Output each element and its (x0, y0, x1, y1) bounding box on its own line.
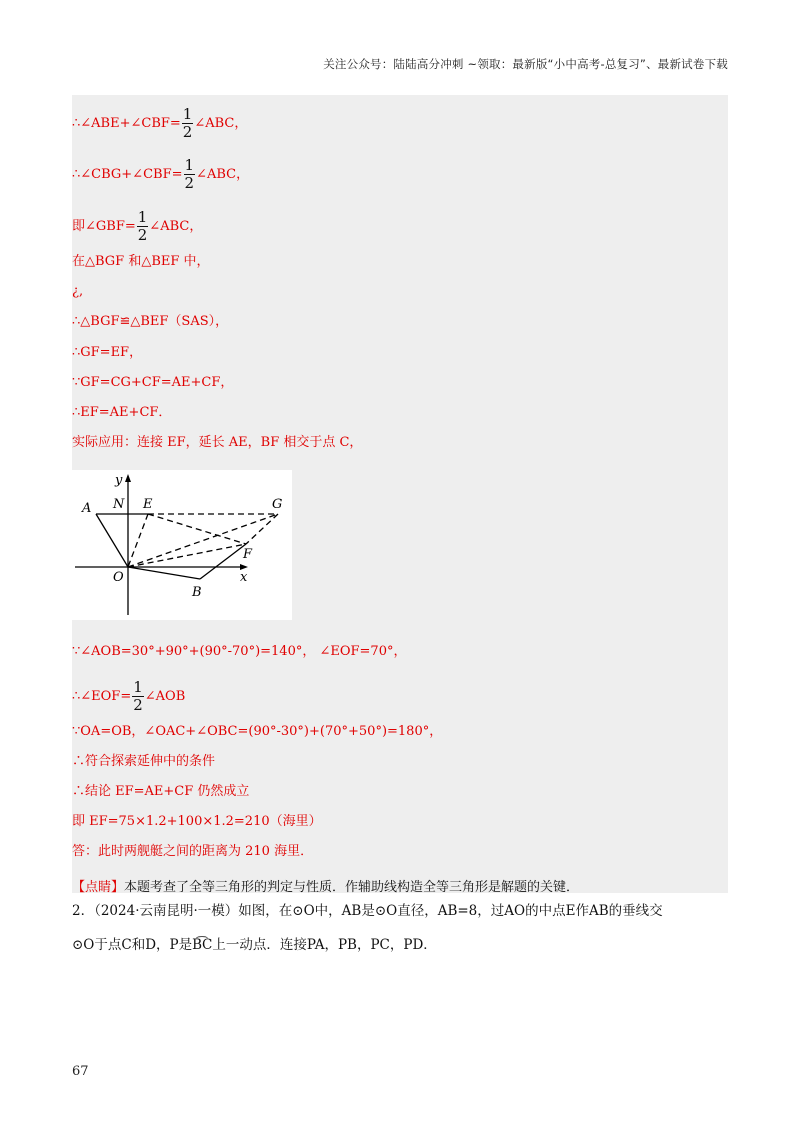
label-G: G (272, 497, 283, 512)
segment-GF (246, 514, 278, 544)
solution-line-16: 即 EF=75×1.2+100×1.2=210（海里） (72, 814, 322, 829)
problem-2 (72, 903, 663, 953)
solution-line-7: ∴GF=EF， (72, 345, 143, 360)
fraction-half: $\frac{1}{2}$ (184, 156, 195, 192)
segment-EO (128, 514, 148, 567)
solution-line-5: ¿, (72, 284, 84, 299)
page-number: 67 (72, 1064, 89, 1079)
segment-AO (96, 514, 128, 567)
segment-EF (148, 514, 246, 544)
coordinate-diagram (72, 470, 292, 620)
solution-line-4: 在△BGF 和△BEF 中， (72, 254, 210, 269)
label-O: O (113, 570, 124, 585)
solution-line-3: 即∠GBF= $\frac{1}{2}$ ∠ABC， (72, 208, 203, 244)
label-F: F (243, 547, 253, 562)
label-x: x (240, 570, 248, 585)
key-point-note (72, 876, 579, 895)
key-point-text: 本题考查了全等三角形的判定与性质．作辅助线构造全等三角形是解题的关键． (124, 880, 580, 895)
key-point-tag: 【点睛】 (72, 880, 125, 895)
solution-line-15: ∴结论 EF=AE+CF 仍然成立 (72, 784, 250, 799)
page-header: 关注公众号：陆陆高分冲刺 ~领取：最新版“小中高考-总复习”、最新试卷下载 (323, 57, 728, 71)
fraction-half: $\frac{1}{2}$ (182, 105, 193, 141)
solution-line-2: ∴∠CBG+∠CBF= $\frac{1}{2}$ ∠ABC， (72, 156, 250, 192)
solution-line-6: ∴△BGF≌△BEF（SAS）， (72, 314, 229, 329)
solution-line-11: ∵∠AOB=30°+90°+(90°-70°)=140°， ∠EOF=70°， (72, 644, 407, 659)
y-axis-arrow (125, 474, 131, 482)
solution-line-12: ∴∠EOF= $\frac{1}{2}$ ∠AOB (72, 678, 186, 714)
solution-line-9: ∴EF=AE+CF． (72, 405, 172, 420)
label-E: E (143, 497, 153, 512)
solution-block (72, 95, 728, 893)
label-A: A (82, 501, 92, 516)
solution-line-13: ∵OA=OB，∠OAC+∠OBC=(90°-30°)+(70°+50°)=180°， (72, 724, 443, 739)
label-B: B (192, 585, 202, 600)
segment-OB (128, 567, 200, 579)
geometry-figure (72, 470, 292, 620)
segment-OF (128, 544, 246, 567)
solution-line-17: 答：此时两舰艇之间的距离为 210 海里． (72, 844, 314, 859)
label-y: y (115, 473, 123, 488)
problem-line-1: 2．（2024·云南昆明·一模）如图，在⊙O中，AB是⊙O直径，AB=8，过AO的中点E作AB的垂线交 (72, 903, 663, 919)
fraction-half: $\frac{1}{2}$ (133, 678, 143, 714)
fraction-half: $\frac{1}{2}$ (137, 208, 148, 244)
problem-line-2: ⊙O于点C和D，P是B͡C上一动点．连接PA，PB，PC，PD． (72, 937, 437, 953)
solution-line-8: ∵GF=CG+CF=AE+CF， (72, 375, 234, 390)
segment-OG (128, 514, 278, 567)
solution-line-1: ∴∠ABE+∠CBF= $\frac{1}{2}$ ∠ABC， (72, 105, 248, 141)
solution-line-10: 实际应用：连接 EF，延长 AE，BF 相交于点 C， (72, 435, 363, 450)
solution-line-14: ∴符合探索延伸中的条件 (72, 754, 216, 769)
label-N: N (113, 497, 125, 512)
